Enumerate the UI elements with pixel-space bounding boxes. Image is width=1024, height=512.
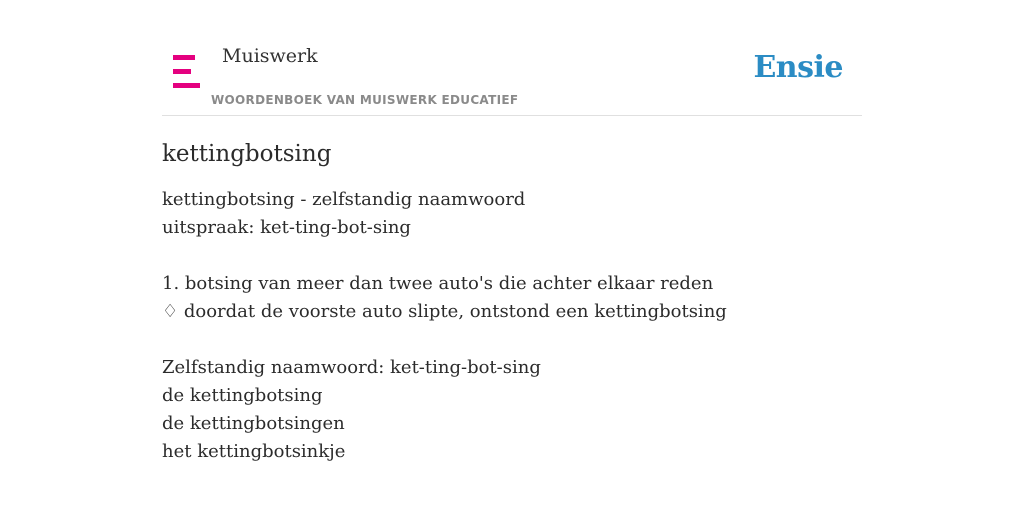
spacer [162,242,862,270]
site-header [162,0,862,116]
example-line: ♢ doordat de voorste auto slipte, ontstond een kettingbotsing [162,301,727,322]
logo-bar-bottom [173,83,200,88]
entry-title: kettingbotsing [162,141,332,167]
brand-name[interactable]: Muiswerk [222,45,318,67]
form-plural: de kettingbotsingen [162,413,345,434]
brand-subtitle: WOORDENBOEK VAN MUISWERK EDUCATIEF [211,93,519,107]
ensie-logo[interactable]: Ensie [753,50,843,85]
pronunciation-line: uitspraak: ket-ting-bot-sing [162,217,411,238]
dictionary-entry [162,136,862,466]
definition-line: 1. botsing van meer dan twee auto's die achter elkaar reden [162,273,714,294]
form-singular: de kettingbotsing [162,385,323,406]
inflection-header: Zelfstandig naamwoord: ket-ting-bot-sing [162,357,541,378]
logo-bar-top [173,55,195,60]
word-class-line: kettingbotsing - zelfstandig naamwoord [162,189,526,210]
logo-bar-middle [173,69,191,74]
form-diminutive: het kettingbotsinkje [162,441,346,462]
spacer [162,326,862,354]
muiswerk-logo-icon[interactable] [173,55,200,88]
